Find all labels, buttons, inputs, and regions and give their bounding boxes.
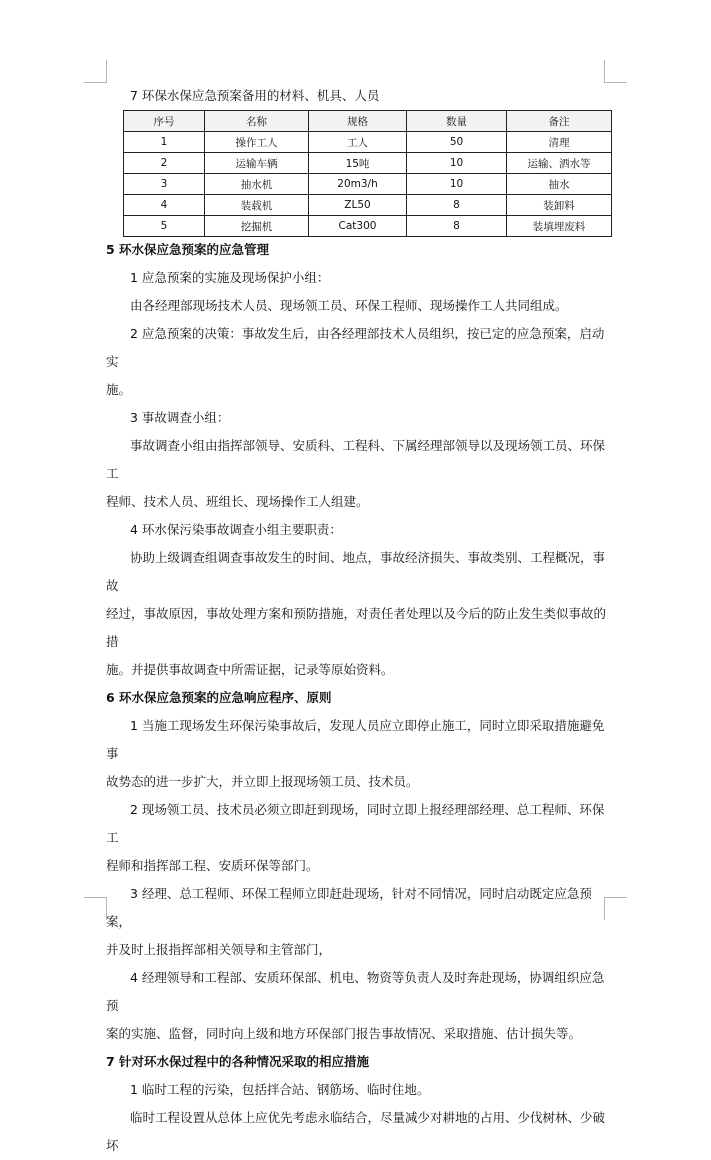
paragraph-line: 案的实施、监督，同时向上级和地方环保部门报告事故情况、采取措施、估计损失等。 bbox=[106, 1026, 582, 1041]
table-cell: 20m3/h bbox=[309, 174, 407, 195]
table-row bbox=[124, 174, 612, 195]
table-cell: 操作工人 bbox=[205, 132, 309, 153]
paragraph-line: 2 现场领工员、技术员必须立即赶到现场，同时立即上报经理部经理、总工程师、环保工 bbox=[106, 802, 605, 845]
crop-mark-top-left bbox=[84, 60, 107, 83]
table-row bbox=[124, 153, 612, 174]
table-cell: 抽水 bbox=[507, 174, 612, 195]
table-cell: 装载机 bbox=[205, 195, 309, 216]
table-cell: 2 bbox=[124, 153, 205, 174]
table-cell: 挖掘机 bbox=[205, 216, 309, 237]
paragraph-line: 2 应急预案的决策：事故发生后，由各经理部技术人员组织，按已定的应急预案，启动实 bbox=[106, 326, 605, 369]
table-cell: 50 bbox=[407, 132, 507, 153]
table-cell: 15吨 bbox=[309, 153, 407, 174]
table-row bbox=[124, 195, 612, 216]
table-cell: 装卸料 bbox=[507, 195, 612, 216]
resource-table bbox=[123, 110, 612, 237]
table-row bbox=[124, 216, 612, 237]
table-cell: 工人 bbox=[309, 132, 407, 153]
paragraph-line: 4 环水保污染事故调查小组主要职责： bbox=[130, 522, 342, 537]
table-cell: 8 bbox=[407, 195, 507, 216]
paragraph-line: 施。并提供事故调查中所需证据，记录等原始资料。 bbox=[106, 662, 394, 677]
paragraph-line: 并及时上报指挥部相关领导和主管部门， bbox=[106, 942, 332, 957]
section-heading: 5 环水保应急预案的应急管理 bbox=[106, 242, 270, 257]
table-cell: 抽水机 bbox=[205, 174, 309, 195]
section-heading: 6 环水保应急预案的应急响应程序、原则 bbox=[106, 690, 332, 705]
paragraph-line: 临时工程设置从总体上应优先考虑永临结合，尽量减少对耕地的占用、少伐树林、少破坏 bbox=[106, 1110, 606, 1153]
paragraph-line: 1 应急预案的实施及现场保护小组： bbox=[130, 270, 330, 285]
paragraph-line: 故势态的进一步扩大，并立即上报现场领工员、技术员。 bbox=[106, 774, 419, 789]
table-cell: 8 bbox=[407, 216, 507, 237]
header-cell: 序号 bbox=[124, 111, 205, 132]
header-cell: 规格 bbox=[309, 111, 407, 132]
table-cell: 清理 bbox=[507, 132, 612, 153]
document-body bbox=[106, 236, 611, 1160]
table-row bbox=[124, 132, 612, 153]
table-cell: 1 bbox=[124, 132, 205, 153]
paragraph-line: 程师和指挥部工程、安质环保等部门。 bbox=[106, 858, 319, 873]
table-cell: 运输车辆 bbox=[205, 153, 309, 174]
header-cell: 数量 bbox=[407, 111, 507, 132]
section-heading: 7 针对环水保过程中的各种情况采取的相应措施 bbox=[106, 1054, 370, 1069]
table-cell: 3 bbox=[124, 174, 205, 195]
table-caption: 7 环保水保应急预案备用的材料、机具、人员 bbox=[130, 88, 380, 103]
paragraph-line: 4 经理领导和工程部、安质环保部、机电、物资等负责人及时奔赴现场，协调组织应急预 bbox=[106, 970, 605, 1013]
header-cell: 备注 bbox=[507, 111, 612, 132]
paragraph-line: 事故调查小组由指挥部领导、安质科、工程科、下属经理部领导以及现场领工员、环保工 bbox=[106, 438, 606, 481]
paragraph-line: 程师、技术人员、班组长、现场操作工人组建。 bbox=[106, 494, 369, 509]
paragraph-line: 协助上级调查组调查事故发生的时间、地点，事故经济损失、事故类别、工程概况，事故 bbox=[106, 550, 606, 593]
table-cell: 10 bbox=[407, 153, 507, 174]
crop-mark-bottom-left bbox=[84, 897, 107, 920]
table-cell: Cat300 bbox=[309, 216, 407, 237]
table-cell: 10 bbox=[407, 174, 507, 195]
paragraph-line: 3 经理、总工程师、环保工程师立即赶赴现场，针对不同情况，同时启动既定应急预案， bbox=[106, 886, 592, 929]
paragraph-line: 由各经理部现场技术人员、现场领工员、环保工程师、现场操作工人共同组成。 bbox=[130, 298, 568, 313]
table-header-row bbox=[124, 111, 612, 132]
crop-mark-top-right bbox=[604, 60, 627, 83]
table-cell: 装填埋废料 bbox=[507, 216, 612, 237]
table-cell: 5 bbox=[124, 216, 205, 237]
paragraph-line: 施。 bbox=[106, 382, 132, 397]
paragraph-line: 3 事故调查小组： bbox=[130, 410, 230, 425]
paragraph-line: 经过，事故原因，事故处理方案和预防措施，对责任者处理以及今后的防止发生类似事故的措 bbox=[106, 606, 607, 649]
header-cell: 名称 bbox=[205, 111, 309, 132]
table-cell: ZL50 bbox=[309, 195, 407, 216]
paragraph-line: 1 当施工现场发生环保污染事故后，发现人员应立即停止施工，同时立即采取措施避免事 bbox=[106, 718, 605, 761]
paragraph-line: 1 临时工程的污染，包括拌合站、钢筋场、临时住地。 bbox=[130, 1082, 430, 1097]
table-cell: 运输、洒水等 bbox=[507, 153, 612, 174]
table-cell: 4 bbox=[124, 195, 205, 216]
